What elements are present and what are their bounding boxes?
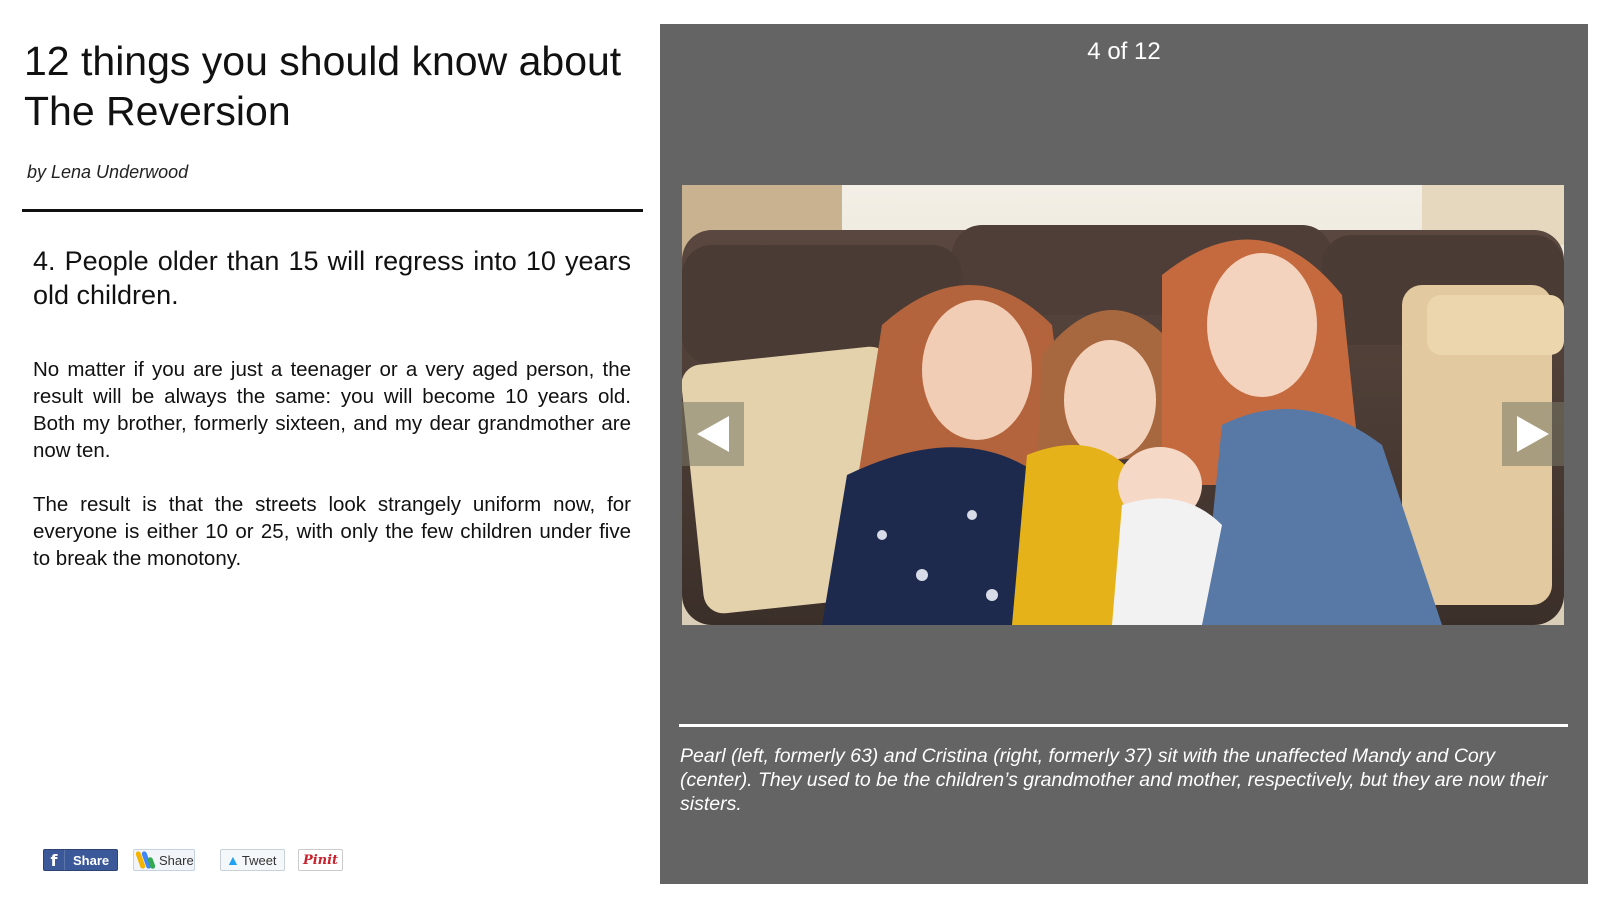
paragraph-2: The result is that the streets look strangely uniform now, for everyone is either 10 or 25, with only the few children under five to break the monotony. (33, 493, 631, 570)
article-byline: by Lena Underwood (27, 162, 189, 182)
pinterest-button[interactable] (298, 849, 343, 871)
facebook-share-label: Share (73, 852, 110, 868)
facebook-share-button[interactable] (43, 849, 118, 871)
article-column (0, 0, 660, 900)
tweet-button[interactable] (220, 849, 285, 871)
paragraph-1: No matter if you are just a teenager or a very aged person, the result will be always the same: you will become 10 years old. Both my brother, formerly sixteen, and my dear grandmother are now ten. (33, 358, 631, 462)
previous-slide-button[interactable] (682, 402, 744, 466)
slideshow-panel (660, 24, 1588, 884)
slide-photo (682, 185, 1564, 625)
triangle-left-icon (695, 414, 731, 454)
caption-divider (679, 724, 1568, 727)
slide-counter: 4 of 12 (1087, 38, 1161, 65)
pinterest-label: Pinit (302, 852, 339, 868)
divider (22, 209, 643, 212)
triangle-right-icon (1515, 414, 1551, 454)
family-photo-illustration (682, 185, 1564, 625)
myspace-icon (134, 849, 158, 871)
myspace-share-label: Share (159, 852, 194, 868)
tweet-label: Tweet (241, 852, 277, 868)
twitter-bird-icon: ▲ (226, 852, 240, 868)
myspace-share-button[interactable] (133, 849, 195, 871)
facebook-icon: f (44, 850, 65, 870)
article-title: 12 things you should know about The Reversion (24, 38, 622, 134)
next-slide-button[interactable] (1502, 402, 1564, 466)
slide-heading: 4. People older than 15 will regress into 10 years old children. (33, 246, 631, 310)
photo-caption: Pearl (left, formerly 63) and Cristina (right, formerly 37) sit with the unaffected Mandy and Cory (center). They used to be the children’s grandmother and mother, respectively, but they are now their sisters. (680, 745, 1548, 815)
